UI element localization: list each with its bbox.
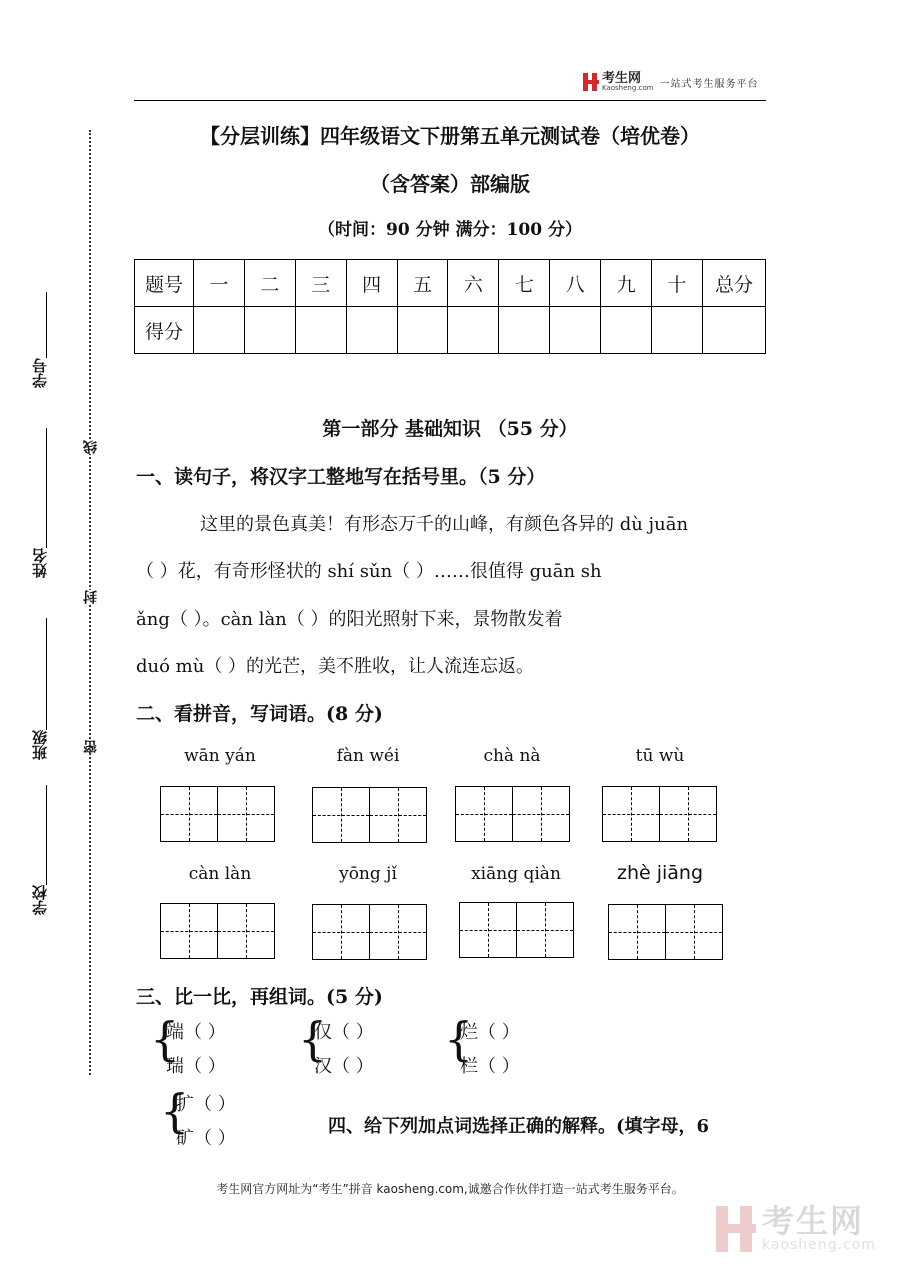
pinyin-label: zhè jiāng (616, 862, 704, 884)
header-divider (134, 100, 766, 101)
seal-char-xian: 线 (83, 440, 99, 454)
score-cell (601, 307, 652, 354)
table-header-cell: 三 (295, 260, 346, 307)
brace-icon: { (160, 1084, 190, 1138)
table-header-cell: 二 (244, 260, 295, 307)
table-header-cell: 十 (652, 260, 703, 307)
header-logo (583, 70, 759, 94)
score-table-score-row (135, 307, 766, 354)
pair-item: 扩（ ） (176, 1094, 236, 1115)
pair-item: 栏（ ） (460, 1056, 520, 1077)
table-header-cell: 六 (448, 260, 499, 307)
score-table (134, 259, 766, 354)
score-cell (295, 307, 346, 354)
table-header-cell: 总分 (703, 260, 766, 307)
score-cell (652, 307, 703, 354)
brace-icon: { (298, 1012, 328, 1066)
score-cell (346, 307, 397, 354)
word-pair (166, 1016, 226, 1084)
q1-line-3: ǎng（ ）。càn làn（ ）的阳光照射下来，景物散发着 (136, 609, 563, 630)
score-table-header-row (135, 260, 766, 307)
name-label: 姓名 (31, 548, 49, 578)
student-id-label: 学号 (31, 358, 49, 388)
table-header-cell: 八 (550, 260, 601, 307)
pinyin-label: wān yán (184, 746, 256, 766)
seal-char-feng: 封 (83, 590, 99, 604)
pair-item: 矿（ ） (176, 1128, 236, 1149)
score-cell (499, 307, 550, 354)
score-cell (194, 307, 245, 354)
brace-icon: { (150, 1012, 180, 1066)
pair-item: 烂（ ） (460, 1022, 520, 1043)
page-title: 【分层训练】四年级语文下册第五单元测试卷（培优卷） (200, 124, 700, 148)
writing-grid[interactable] (455, 786, 570, 842)
watermark-domain: kaosheng.com (762, 1237, 876, 1253)
writing-grid[interactable] (459, 902, 574, 958)
class-line (46, 618, 47, 730)
kaosheng-logo-icon (583, 73, 599, 91)
page-subtitle: （含答案）部编版 (370, 172, 530, 196)
school-line (46, 785, 47, 885)
school-label: 学校 (31, 885, 49, 915)
pinyin-label: chà nà (483, 746, 541, 766)
brace-icon: { (444, 1012, 474, 1066)
q1-title: 一、读句子，将汉字工整地写在括号里。（5 分） (136, 466, 546, 488)
score-cell (703, 307, 766, 354)
score-cell (448, 307, 499, 354)
score-cell (244, 307, 295, 354)
pinyin-label: yōng jǐ (339, 864, 397, 884)
footer-text: 考生网官方网址为“考生”拼音 kaosheng.com,诚邀合作伙伴打造一站式考生服务平台。 (216, 1182, 684, 1196)
score-cell (550, 307, 601, 354)
q1-line-4: duó mù（ ）的光芒，美不胜收，让人流连忘返。 (136, 656, 535, 677)
pinyin-label: xiāng qiàn (471, 864, 561, 884)
student-id-line (46, 292, 47, 358)
logo-domain: Kaosheng.com (602, 84, 654, 92)
q2-title: 二、看拼音，写词语。(8 分) (136, 703, 383, 725)
table-header-cell: 题号 (135, 260, 194, 307)
q4-title: 四、给下列加点词选择正确的解释。(填字母，6 (328, 1116, 710, 1137)
word-pair (460, 1016, 520, 1084)
q1-line-1: 这里的景色真美！有形态万千的山峰，有颜色各异的 dù juān (200, 514, 689, 535)
writing-grid[interactable] (312, 904, 427, 960)
writing-grid[interactable] (608, 904, 723, 960)
time-info: （时间：90 分钟 满分：100 分） (318, 220, 582, 240)
pair-item: 汉（ ） (314, 1056, 374, 1077)
pinyin-label: tū wù (635, 746, 685, 766)
logo-name: 考生网 (602, 71, 642, 86)
table-header-cell: 四 (346, 260, 397, 307)
q1-line-2: （ ）花，有奇形怪状的 shí sǔn（ ）……很值得 guān sh (136, 561, 602, 582)
part1-heading: 第一部分 基础知识 （55 分） (322, 418, 578, 440)
table-header-cell: 七 (499, 260, 550, 307)
pair-item: 端（ ） (166, 1022, 226, 1043)
watermark-name: 考生网 (762, 1202, 865, 1240)
table-row-label: 得分 (135, 307, 194, 354)
pinyin-label: càn làn (188, 864, 252, 884)
class-label: 班级 (31, 730, 49, 760)
table-header-cell: 一 (194, 260, 245, 307)
score-cell (397, 307, 448, 354)
pinyin-label: fàn wéi (336, 746, 400, 766)
q3-title: 三、比一比，再组词。(5 分) (136, 986, 383, 1008)
pair-item: 瑞（ ） (166, 1056, 226, 1077)
word-pair (176, 1088, 236, 1156)
seal-char-mi: 密 (83, 740, 99, 754)
table-header-cell: 九 (601, 260, 652, 307)
writing-grid[interactable] (602, 786, 717, 842)
watermark (716, 1202, 876, 1253)
writing-grid[interactable] (160, 903, 275, 959)
writing-grid[interactable] (312, 787, 427, 843)
name-line (46, 428, 47, 548)
table-header-cell: 五 (397, 260, 448, 307)
writing-grid[interactable] (160, 786, 275, 842)
word-pair (314, 1016, 374, 1084)
watermark-logo-icon (716, 1206, 756, 1252)
pair-item: 仅（ ） (314, 1022, 374, 1043)
logo-slogan: 一站式考生服务平台 (659, 78, 759, 90)
